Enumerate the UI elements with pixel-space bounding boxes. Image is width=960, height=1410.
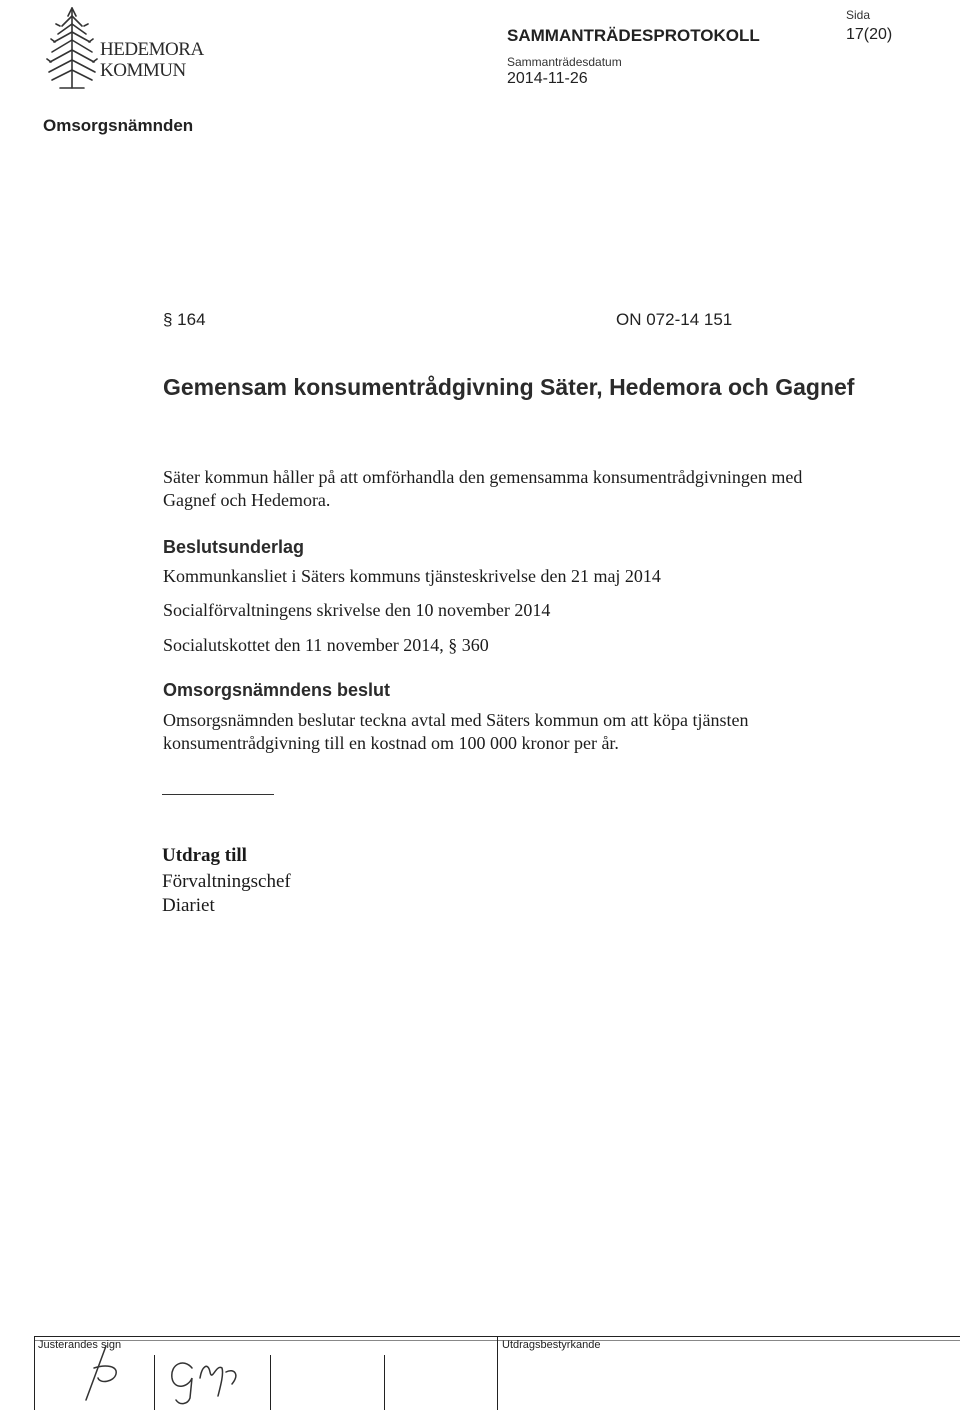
utdrag-recipient-list xyxy=(162,870,291,918)
intro-text: Säter kommun håller på att omförhandla den gemensamma konsumentrådgivningen med Gagnef och Hedemora. xyxy=(163,467,803,510)
section-divider xyxy=(162,794,274,795)
page-label: Sida xyxy=(846,8,871,22)
logo-line-hedemora: HEDEMORA xyxy=(100,39,204,60)
case-number: ON 072-14 151 xyxy=(616,310,733,329)
meeting-date: 2014-11-26 xyxy=(507,70,588,87)
committee-name: Omsorgsnämnden xyxy=(43,116,194,135)
logo-line-kommun: KOMMUN xyxy=(100,60,186,81)
beslutsunderlag-item: Socialutskottet den 11 november 2014, § 360 xyxy=(163,635,489,655)
beslutsunderlag-item: Kommunkansliet i Säters kommuns tjänsteskrivelse den 21 maj 2014 xyxy=(163,566,661,586)
paragraph-title: Gemensam konsumentrådgivning Säter, Hedemora och Gagnef xyxy=(163,374,855,400)
page-number: 17(20) xyxy=(846,26,893,43)
utdrag-recipient: Diariet xyxy=(162,895,215,916)
hedemora-tree-logo xyxy=(46,6,98,90)
utdrag-recipient: Förvaltningschef xyxy=(162,871,291,892)
justerandes-sign-label: Justerandes sign xyxy=(38,1339,122,1351)
meeting-date-label: Sammanträdesdatum xyxy=(507,55,622,69)
handwritten-signatures xyxy=(34,1338,594,1410)
utdragsbestyrkande-label: Utdragsbestyrkande xyxy=(502,1339,601,1351)
paragraph-number: § 164 xyxy=(163,310,206,329)
utdrag-heading: Utdrag till xyxy=(162,845,247,866)
beslutsunderlag-item: Socialförvaltningens skrivelse den 10 november 2014 xyxy=(163,600,551,620)
beslut-text: Omsorgsnämnden beslutar teckna avtal med Säters kommun om att köpa tjänsten konsumentrådgivning till en kostnad om 100 000 kronor per år. xyxy=(163,710,749,753)
beslutsunderlag-heading: Beslutsunderlag xyxy=(163,537,305,557)
beslut-heading: Omsorgsnämndens beslut xyxy=(163,680,391,700)
document-type: SAMMANTRÄDESPROTOKOLL xyxy=(507,26,760,45)
